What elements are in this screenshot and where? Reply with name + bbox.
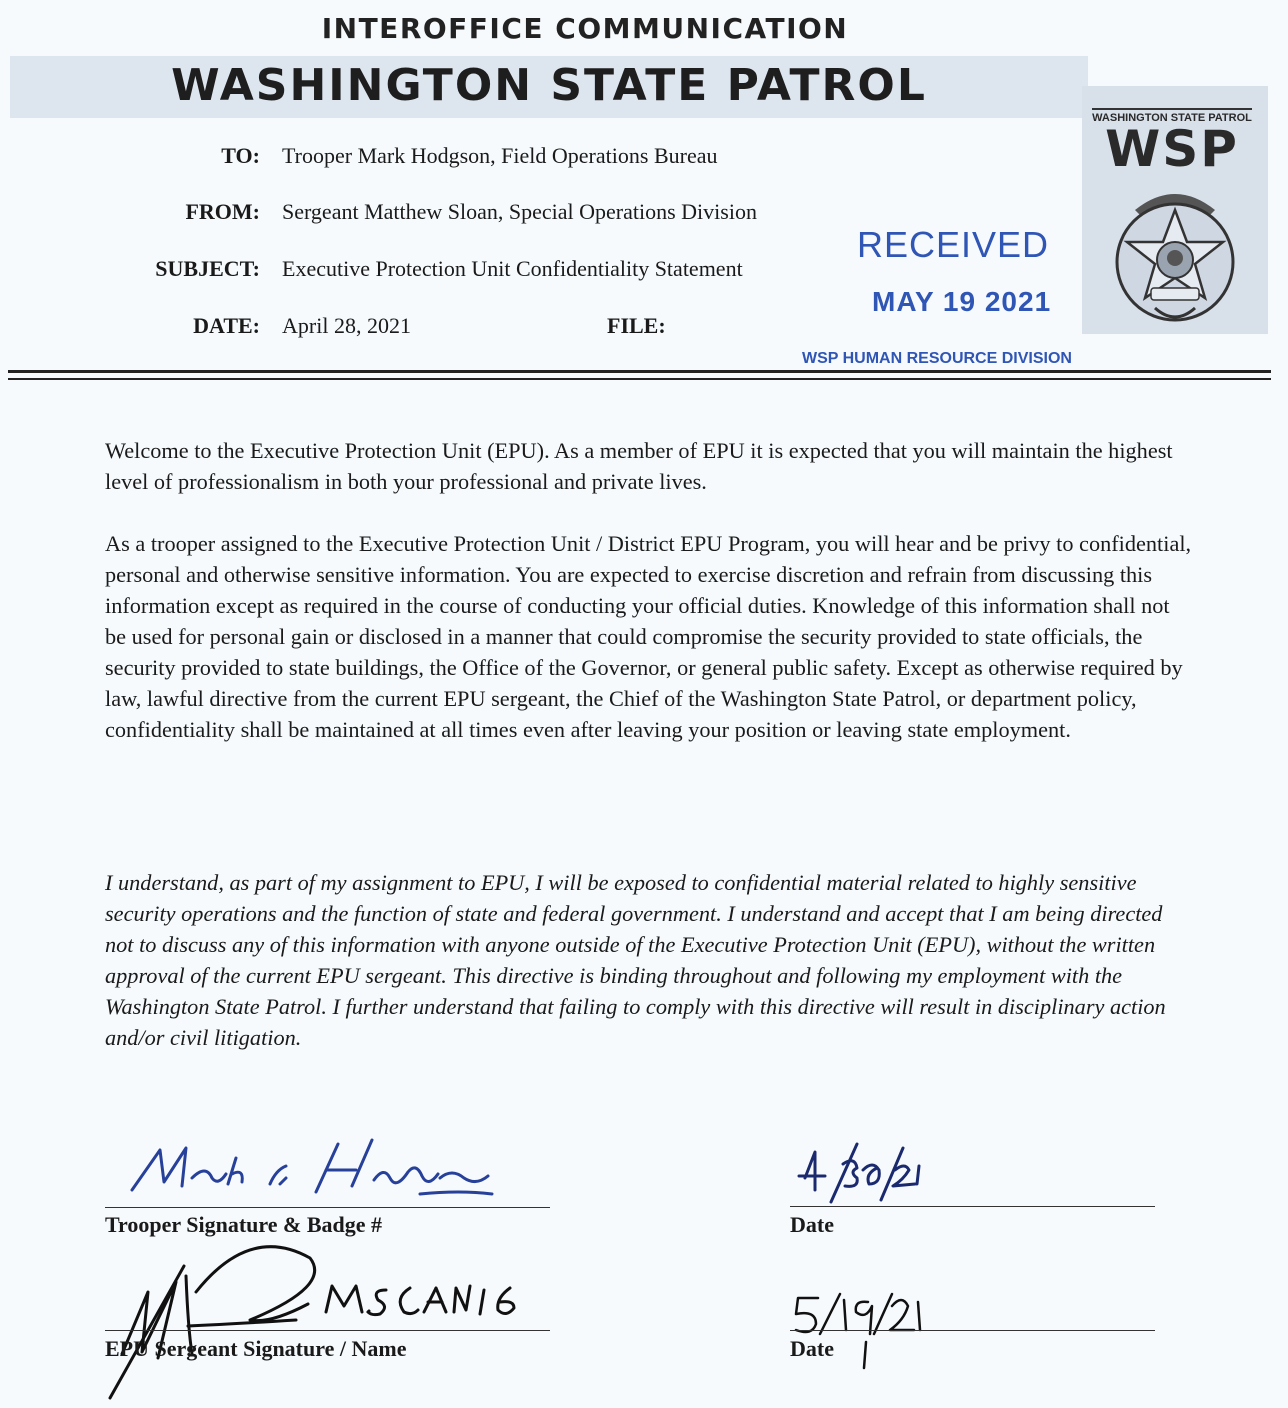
trooper-signature — [120, 1128, 520, 1208]
sergeant-signature-label: EPU Sergeant Signature / Name — [105, 1336, 407, 1361]
from-value: Sergeant Matthew Sloan, Special Operations Division — [282, 199, 757, 224]
received-stamp: RECEIVED — [857, 224, 1050, 265]
header-agency-title: WASHINGTON STATE PATROL — [171, 60, 927, 111]
wsp-logo-letters: WSP — [1105, 120, 1239, 178]
sergeant-date-label: Date — [790, 1336, 834, 1361]
sergeant-signature — [100, 1228, 540, 1400]
date-value: April 28, 2021 — [282, 313, 411, 338]
subject-value: Executive Protection Unit Confidentiality Statement — [282, 256, 743, 281]
state-patrol-badge-icon — [1105, 180, 1245, 328]
sergeant-date-line — [790, 1330, 1155, 1331]
header-divider-secondary — [8, 378, 1271, 380]
body-paragraph-welcome: Welcome to the Executive Protection Unit (EPU). As a member of EPU it is expected that you will maintain the highest level of professionalism in both your professional and private lives. — [105, 438, 1173, 494]
header-divider — [8, 370, 1271, 373]
trooper-signature-label: Trooper Signature & Badge # — [105, 1212, 383, 1237]
body-paragraph-confidentiality: As a trooper assigned to the Executive Protection Unit / District EPU Program, you will hear and be privy to confidential, personal and otherwise sensitive information. You are expected to exercise discretion and refrain from discussing this information except as required in the course of conducting your official duties. Knowledge of this information shall not be used for personal gain or disclosed in a manner that could compromise the security provided to state officials, the security provided to state buildings, the Office of the Governor, or general public safety. Except as otherwise required by law, lawful directive from the current EPU sergeant, the Chief of the Washington State Patrol, or department policy, confidentiality shall be maintained at all times even after leaving your position or leaving state employment. — [105, 531, 1192, 742]
wsp-logo-text: WASHINGTON STATE PATROL — [1092, 108, 1252, 124]
subject-label: SUBJECT: — [155, 256, 260, 281]
received-stamp-date: MAY 19 2021 — [872, 286, 1052, 317]
to-label: TO: — [221, 143, 260, 168]
sergeant-signature-line — [105, 1330, 550, 1331]
received-stamp-division: WSP HUMAN RESOURCE DIVISION — [802, 350, 1072, 367]
header-interoffice: INTEROFFICE COMMUNICATION — [321, 12, 849, 45]
trooper-signature-line — [105, 1207, 550, 1208]
date-label: DATE: — [193, 313, 260, 338]
to-value: Trooper Mark Hodgson, Field Operations Bureau — [282, 143, 718, 168]
acknowledgement-statement: I understand, as part of my assignment to EPU, I will be exposed to confidential material related to highly sensitive security operations and the function of state and federal government. I understand and accept that I am being directed not to discuss any of this information with anyone outside of the Executive Protection Unit (EPU), without the written approval of the current EPU sergeant. This directive is binding throughout and following my employment with the Washington State Patrol. I further understand that failing to comply with this directive will result in disciplinary action and/or civil litigation. — [105, 870, 1166, 1050]
from-label: FROM: — [185, 199, 260, 224]
trooper-date-handwritten — [785, 1140, 925, 1206]
file-label: FILE: — [607, 313, 666, 338]
trooper-date-label: Date — [790, 1212, 834, 1237]
trooper-date-line — [790, 1206, 1155, 1207]
